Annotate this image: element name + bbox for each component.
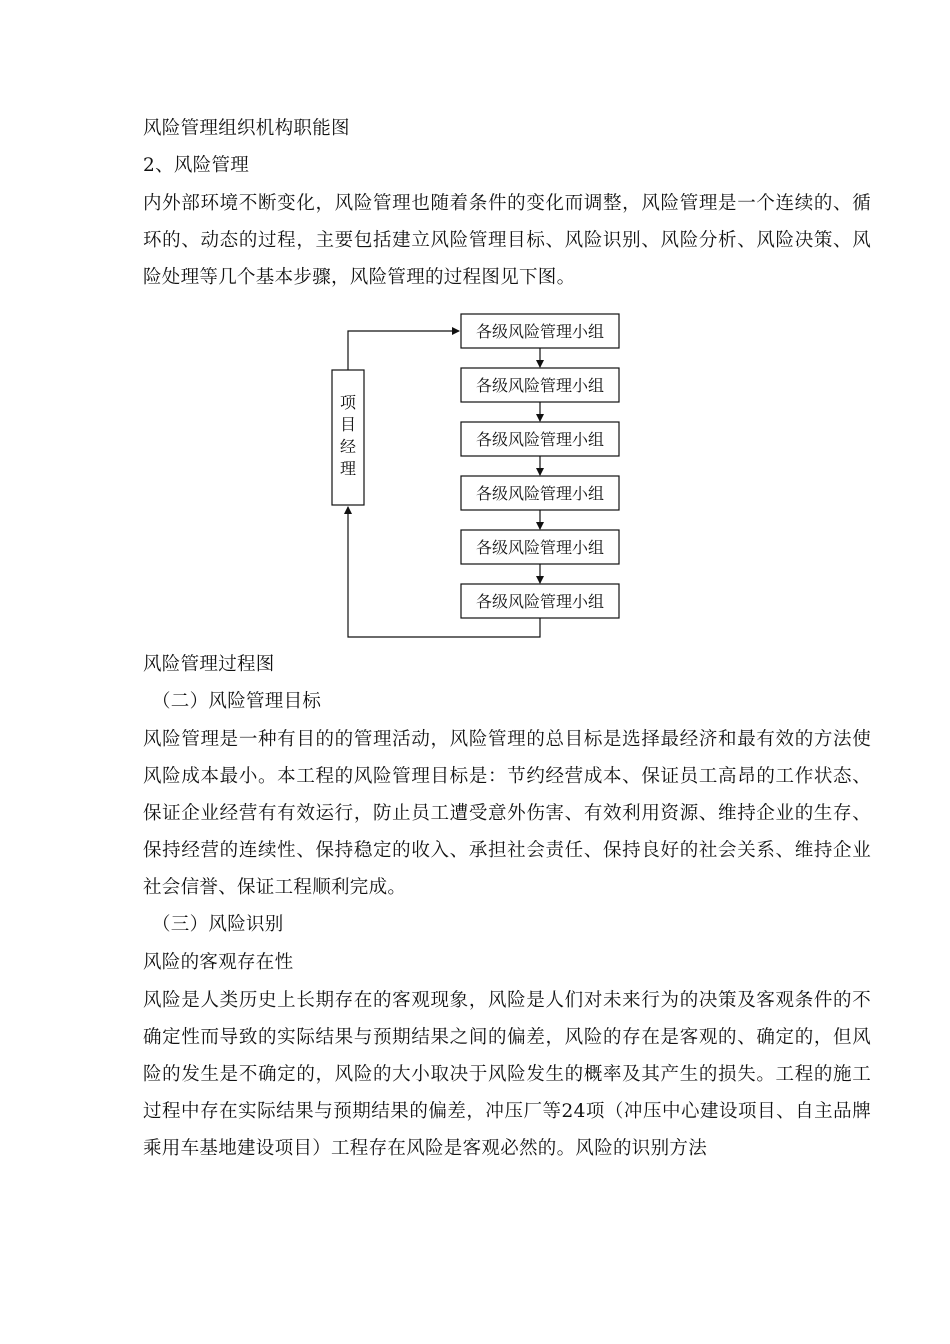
intro-paragraph: 内外部环境不断变化，风险管理也随着条件的变化而调整，风险管理是一个连续的、循环的、动态的过程，主要包括建立风险管理目标、风险识别、风险分析、风险决策、风险处理等几个基本步骤，风险管理的过程图见下图。 bbox=[143, 193, 871, 288]
step-box bbox=[461, 530, 619, 564]
goal-paragraph: 风险管理是一种有目的的管理活动，风险管理的总目标是选择最经济和最有效的方法使风险成本最小。本工程的风险管理目标是：节约经营成本、保证员工高昂的工作状态、保证企业经营有有效运行，防止员工遭受意外伤害、有效利用资源、维持企业的生存、保持经营的连续性、保持稳定的收入、承担社会责任、保持良好的社会关系、维持企业社会信誉、保证工程顺利完成。 bbox=[143, 729, 871, 898]
project-manager-char: 理 bbox=[339, 459, 357, 478]
step-box bbox=[461, 314, 619, 348]
step-box bbox=[461, 584, 619, 618]
step-label: 各级风险管理小组 bbox=[475, 484, 605, 503]
project-manager-char: 经 bbox=[339, 437, 357, 456]
objective-paragraph: 风险是人类历史上长期存在的客观现象，风险是人们对未来行为的决策及客观条件的不确定性而导致的实际结果与预期结果之间的偏差，风险的存在是客观的、确定的，但风险的发生是不确定的，风险的大小取决于风险发生的概率及其产生的损失。工程的施工过程中存在实际结果与预期结果的偏差，冲压厂等24项（冲压中心建设项目、自主品牌乘用车基地建设项目）工程存在风险是客观必然的。风险的识别方法 bbox=[143, 990, 871, 1159]
step-label: 各级风险管理小组 bbox=[475, 376, 605, 395]
flowchart-caption: 风险管理过程图 bbox=[143, 654, 275, 675]
step-label: 各级风险管理小组 bbox=[475, 592, 605, 611]
step-label: 各级风险管理小组 bbox=[475, 430, 605, 449]
section-goal-title: （二）风险管理目标 bbox=[152, 691, 322, 712]
section-2-title: 2、风险管理 bbox=[143, 155, 250, 176]
step-box bbox=[461, 422, 619, 456]
project-manager-char: 项 bbox=[339, 393, 357, 412]
org-chart-heading: 风险管理组织机构职能图 bbox=[143, 118, 350, 139]
section-identify-title: （三）风险识别 bbox=[152, 914, 284, 935]
step-box bbox=[461, 368, 619, 402]
objective-title: 风险的客观存在性 bbox=[143, 952, 294, 973]
project-manager-char: 目 bbox=[339, 415, 357, 434]
step-label: 各级风险管理小组 bbox=[475, 538, 605, 557]
step-box bbox=[461, 476, 619, 510]
step-label: 各级风险管理小组 bbox=[475, 322, 605, 341]
manager-to-step-arrow bbox=[348, 331, 459, 370]
